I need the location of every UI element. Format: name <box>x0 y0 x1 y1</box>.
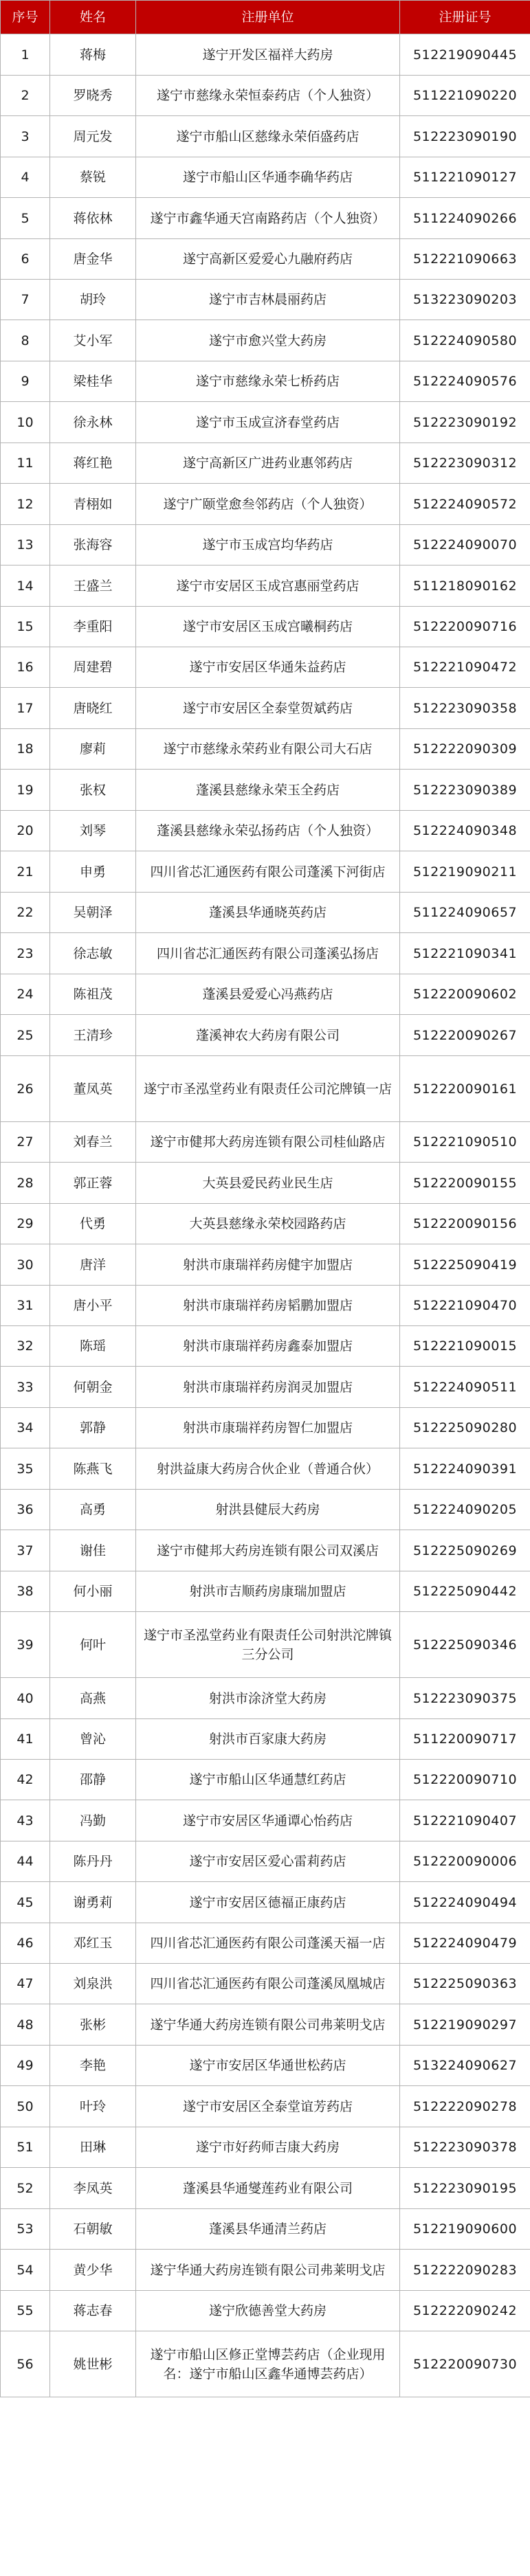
cell-name: 谢佳 <box>50 1530 136 1571</box>
cell-serial-number: 9 <box>1 361 50 402</box>
cell-registration-number: 511221090127 <box>400 157 530 198</box>
cell-registered-unit: 四川省芯汇通医药有限公司蓬溪弘扬店 <box>136 933 400 974</box>
cell-name: 叶玲 <box>50 2086 136 2127</box>
cell-registered-unit: 遂宁市安居区华通谭心怡药店 <box>136 1800 400 1841</box>
cell-registration-number: 512224090576 <box>400 361 530 402</box>
table-row <box>1 1571 530 1612</box>
table-row <box>1 770 530 811</box>
cell-registered-unit: 射洪市康瑞祥药房润灵加盟店 <box>136 1367 400 1408</box>
cell-serial-number: 36 <box>1 1490 50 1530</box>
cell-name: 李凤英 <box>50 2168 136 2209</box>
cell-name: 刘琴 <box>50 811 136 851</box>
cell-name: 廖莉 <box>50 729 136 770</box>
cell-registration-number: 512220090155 <box>400 1163 530 1204</box>
cell-name: 郭静 <box>50 1408 136 1448</box>
table-row <box>1 76 530 116</box>
table-row <box>1 1923 530 1964</box>
cell-serial-number: 14 <box>1 565 50 607</box>
cell-registered-unit: 遂宁市慈缘永荣恒泰药店（个人独资） <box>136 76 400 116</box>
table-header <box>1 1 530 34</box>
cell-name: 张权 <box>50 770 136 811</box>
cell-name: 高勇 <box>50 1490 136 1530</box>
cell-name: 王清珍 <box>50 1015 136 1056</box>
cell-name: 黄少华 <box>50 2250 136 2291</box>
header-serial-number: 序号 <box>1 1 50 34</box>
table-row <box>1 443 530 484</box>
cell-registration-number: 512224090580 <box>400 320 530 361</box>
cell-serial-number: 41 <box>1 1719 50 1760</box>
cell-name: 周建碧 <box>50 647 136 688</box>
table-row <box>1 1530 530 1571</box>
cell-registration-number: 512219090297 <box>400 2004 530 2046</box>
cell-registered-unit: 遂宁市安居区全泰堂谊芳药店 <box>136 2086 400 2127</box>
cell-registration-number: 512220090710 <box>400 1760 530 1800</box>
table-row <box>1 1678 530 1719</box>
cell-serial-number: 26 <box>1 1056 50 1122</box>
cell-registered-unit: 蓬溪县华通清兰药店 <box>136 2209 400 2250</box>
table-row <box>1 893 530 933</box>
table-row <box>1 1612 530 1678</box>
table-row <box>1 525 530 565</box>
cell-serial-number: 18 <box>1 729 50 770</box>
cell-registered-unit: 遂宁市安居区德福正康药店 <box>136 1882 400 1923</box>
cell-name: 蒋志春 <box>50 2291 136 2331</box>
cell-registered-unit: 遂宁市慈缘永荣七桥药店 <box>136 361 400 402</box>
cell-registration-number: 512223090375 <box>400 1678 530 1719</box>
cell-registration-number: 512220090716 <box>400 607 530 647</box>
cell-name: 唐小平 <box>50 1286 136 1326</box>
cell-registration-number: 511220090717 <box>400 1719 530 1760</box>
cell-serial-number: 48 <box>1 2004 50 2046</box>
cell-registration-number: 512221090015 <box>400 1326 530 1367</box>
cell-name: 青栩如 <box>50 484 136 525</box>
cell-registered-unit: 遂宁市安居区玉成宫惠丽堂药店 <box>136 565 400 607</box>
cell-serial-number: 44 <box>1 1841 50 1882</box>
cell-serial-number: 31 <box>1 1286 50 1326</box>
cell-registration-number: 512225090269 <box>400 1530 530 1571</box>
cell-serial-number: 17 <box>1 688 50 729</box>
cell-name: 石朝敏 <box>50 2209 136 2250</box>
cell-name: 何叶 <box>50 1612 136 1678</box>
cell-registration-number: 512222090278 <box>400 2086 530 2127</box>
cell-registered-unit: 遂宁市船山区慈缘永荣佰盛药店 <box>136 116 400 157</box>
cell-registered-unit: 遂宁市船山区修正堂博芸药店（企业现用名：遂宁市船山区鑫华通博芸药店） <box>136 2331 400 2397</box>
cell-registration-number: 512224090070 <box>400 525 530 565</box>
cell-serial-number: 43 <box>1 1800 50 1841</box>
table-row <box>1 1800 530 1841</box>
cell-registered-unit: 遂宁市安居区玉成宫曦桐药店 <box>136 607 400 647</box>
cell-serial-number: 45 <box>1 1882 50 1923</box>
cell-registration-number: 512219090211 <box>400 851 530 893</box>
table-row <box>1 239 530 280</box>
header-registered-unit: 注册单位 <box>136 1 400 34</box>
table-row <box>1 320 530 361</box>
cell-registration-number: 512224090391 <box>400 1448 530 1490</box>
cell-registered-unit: 遂宁市船山区华通李确华药店 <box>136 157 400 198</box>
cell-name: 周元发 <box>50 116 136 157</box>
cell-registered-unit: 遂宁华通大药房连锁有限公司弗莱明戈店 <box>136 2250 400 2291</box>
cell-name: 董凤英 <box>50 1056 136 1122</box>
table-row <box>1 1122 530 1163</box>
cell-registered-unit: 射洪益康大药房合伙企业（普通合伙） <box>136 1448 400 1490</box>
cell-serial-number: 30 <box>1 1244 50 1286</box>
cell-name: 陈燕飞 <box>50 1448 136 1490</box>
cell-name: 李重阳 <box>50 607 136 647</box>
cell-registration-number: 512221090341 <box>400 933 530 974</box>
cell-serial-number: 12 <box>1 484 50 525</box>
cell-serial-number: 40 <box>1 1678 50 1719</box>
cell-name: 冯勤 <box>50 1800 136 1841</box>
cell-registration-number: 512224090348 <box>400 811 530 851</box>
cell-registered-unit: 遂宁欣德善堂大药房 <box>136 2291 400 2331</box>
table-row <box>1 157 530 198</box>
cell-registration-number: 512220090156 <box>400 1204 530 1244</box>
table-row <box>1 1015 530 1056</box>
cell-registered-unit: 遂宁市愈兴堂大药房 <box>136 320 400 361</box>
table-row <box>1 2086 530 2127</box>
table-row <box>1 2046 530 2086</box>
header-name: 姓名 <box>50 1 136 34</box>
cell-registration-number: 512221090472 <box>400 647 530 688</box>
table-row <box>1 2250 530 2291</box>
cell-registration-number: 512219090600 <box>400 2209 530 2250</box>
cell-serial-number: 4 <box>1 157 50 198</box>
cell-registered-unit: 遂宁市吉林晨丽药店 <box>136 280 400 320</box>
cell-serial-number: 28 <box>1 1163 50 1204</box>
cell-name: 姚世彬 <box>50 2331 136 2397</box>
cell-registration-number: 512223090378 <box>400 2127 530 2168</box>
cell-registration-number: 512223090312 <box>400 443 530 484</box>
cell-registration-number: 512220090267 <box>400 1015 530 1056</box>
cell-name: 申勇 <box>50 851 136 893</box>
cell-registered-unit: 四川省芯汇通医药有限公司蓬溪天福一店 <box>136 1923 400 1964</box>
cell-registered-unit: 射洪市涂济堂大药房 <box>136 1678 400 1719</box>
table-row <box>1 198 530 239</box>
cell-registration-number: 512220090602 <box>400 974 530 1015</box>
cell-registration-number: 512222090242 <box>400 2291 530 2331</box>
cell-registered-unit: 射洪市康瑞祥药房韬鹏加盟店 <box>136 1286 400 1326</box>
cell-name: 曾沁 <box>50 1719 136 1760</box>
cell-name: 蒋红艳 <box>50 443 136 484</box>
cell-serial-number: 3 <box>1 116 50 157</box>
cell-serial-number: 49 <box>1 2046 50 2086</box>
table-row <box>1 811 530 851</box>
table-row <box>1 280 530 320</box>
cell-registration-number: 512222090309 <box>400 729 530 770</box>
table-body <box>1 34 530 2397</box>
cell-registration-number: 512225090346 <box>400 1612 530 1678</box>
cell-serial-number: 24 <box>1 974 50 1015</box>
cell-registered-unit: 遂宁广颐堂愈叁邻药店（个人独资） <box>136 484 400 525</box>
cell-serial-number: 25 <box>1 1015 50 1056</box>
table-row <box>1 851 530 893</box>
cell-registration-number: 512224090205 <box>400 1490 530 1530</box>
cell-name: 张彬 <box>50 2004 136 2046</box>
cell-registered-unit: 遂宁市健邦大药房连锁有限公司桂仙路店 <box>136 1122 400 1163</box>
table-row <box>1 1163 530 1204</box>
table-row <box>1 2209 530 2250</box>
table-row <box>1 402 530 443</box>
cell-registered-unit: 遂宁高新区广进药业惠邻药店 <box>136 443 400 484</box>
cell-registration-number: 512219090445 <box>400 34 530 76</box>
cell-serial-number: 23 <box>1 933 50 974</box>
cell-serial-number: 7 <box>1 280 50 320</box>
cell-serial-number: 32 <box>1 1326 50 1367</box>
cell-serial-number: 21 <box>1 851 50 893</box>
cell-name: 吴朝泽 <box>50 893 136 933</box>
cell-registered-unit: 蓬溪县华通晓英药店 <box>136 893 400 933</box>
cell-name: 高燕 <box>50 1678 136 1719</box>
cell-name: 代勇 <box>50 1204 136 1244</box>
cell-name: 邵静 <box>50 1760 136 1800</box>
cell-serial-number: 56 <box>1 2331 50 2397</box>
cell-registration-number: 512223090389 <box>400 770 530 811</box>
cell-registered-unit: 大英县爱民药业民生店 <box>136 1163 400 1204</box>
cell-registration-number: 512220090006 <box>400 1841 530 1882</box>
cell-name: 罗晓秀 <box>50 76 136 116</box>
cell-serial-number: 52 <box>1 2168 50 2209</box>
cell-serial-number: 53 <box>1 2209 50 2250</box>
table-row <box>1 1882 530 1923</box>
table-row <box>1 1286 530 1326</box>
table-row <box>1 2127 530 2168</box>
cell-name: 陈瑶 <box>50 1326 136 1367</box>
cell-serial-number: 42 <box>1 1760 50 1800</box>
cell-name: 蔡锐 <box>50 157 136 198</box>
cell-registered-unit: 蓬溪县慈缘永荣玉全药店 <box>136 770 400 811</box>
cell-registration-number: 513223090203 <box>400 280 530 320</box>
cell-registered-unit: 遂宁市安居区爱心雷莉药店 <box>136 1841 400 1882</box>
header-registration-number: 注册证号 <box>400 1 530 34</box>
table-row <box>1 1244 530 1286</box>
cell-registered-unit: 蓬溪县爱爱心冯燕药店 <box>136 974 400 1015</box>
cell-serial-number: 29 <box>1 1204 50 1244</box>
table-row <box>1 1367 530 1408</box>
table-row <box>1 565 530 607</box>
cell-registered-unit: 遂宁市鑫华通天宫南路药店（个人独资） <box>136 198 400 239</box>
cell-registration-number: 512224090511 <box>400 1367 530 1408</box>
cell-registered-unit: 遂宁市安居区全泰堂贺斌药店 <box>136 688 400 729</box>
cell-serial-number: 19 <box>1 770 50 811</box>
cell-serial-number: 2 <box>1 76 50 116</box>
cell-registration-number: 512223090192 <box>400 402 530 443</box>
cell-serial-number: 16 <box>1 647 50 688</box>
cell-registration-number: 511218090162 <box>400 565 530 607</box>
cell-registration-number: 512223090190 <box>400 116 530 157</box>
table-row <box>1 1448 530 1490</box>
cell-serial-number: 5 <box>1 198 50 239</box>
cell-name: 陈丹丹 <box>50 1841 136 1882</box>
cell-serial-number: 8 <box>1 320 50 361</box>
table-row <box>1 1841 530 1882</box>
cell-serial-number: 51 <box>1 2127 50 2168</box>
cell-registered-unit: 遂宁开发区福祥大药房 <box>136 34 400 76</box>
cell-registered-unit: 遂宁市船山区华通慧红药店 <box>136 1760 400 1800</box>
cell-registered-unit: 遂宁市好药师吉康大药房 <box>136 2127 400 2168</box>
cell-name: 徐志敏 <box>50 933 136 974</box>
cell-name: 刘泉洪 <box>50 1964 136 2004</box>
cell-registration-number: 513224090627 <box>400 2046 530 2086</box>
cell-registered-unit: 遂宁市慈缘永荣药业有限公司大石店 <box>136 729 400 770</box>
cell-serial-number: 22 <box>1 893 50 933</box>
cell-serial-number: 37 <box>1 1530 50 1571</box>
cell-serial-number: 6 <box>1 239 50 280</box>
cell-name: 唐洋 <box>50 1244 136 1286</box>
cell-registration-number: 512220090161 <box>400 1056 530 1122</box>
cell-registration-number: 512225090280 <box>400 1408 530 1448</box>
cell-registered-unit: 四川省芯汇通医药有限公司蓬溪下河街店 <box>136 851 400 893</box>
table-row <box>1 2331 530 2397</box>
cell-name: 刘春兰 <box>50 1122 136 1163</box>
cell-registration-number: 512222090283 <box>400 2250 530 2291</box>
cell-registration-number: 512220090730 <box>400 2331 530 2397</box>
cell-registration-number: 511221090220 <box>400 76 530 116</box>
cell-name: 李艳 <box>50 2046 136 2086</box>
cell-serial-number: 50 <box>1 2086 50 2127</box>
cell-registered-unit: 四川省芯汇通医药有限公司蓬溪凤凰城店 <box>136 1964 400 2004</box>
table-row <box>1 647 530 688</box>
cell-registered-unit: 大英县慈缘永荣校园路药店 <box>136 1204 400 1244</box>
table-row <box>1 484 530 525</box>
table-row <box>1 1719 530 1760</box>
cell-registered-unit: 射洪市康瑞祥药房健宇加盟店 <box>136 1244 400 1286</box>
table-row <box>1 933 530 974</box>
table-row <box>1 1964 530 2004</box>
cell-name: 蒋依林 <box>50 198 136 239</box>
table-row <box>1 607 530 647</box>
table-row <box>1 1056 530 1122</box>
cell-name: 梁桂华 <box>50 361 136 402</box>
table-row <box>1 688 530 729</box>
cell-registered-unit: 射洪市康瑞祥药房智仁加盟店 <box>136 1408 400 1448</box>
table-row <box>1 361 530 402</box>
cell-registered-unit: 蓬溪县慈缘永荣弘扬药店（个人独资） <box>136 811 400 851</box>
cell-registered-unit: 射洪县健辰大药房 <box>136 1490 400 1530</box>
cell-registered-unit: 遂宁市安居区华通世松药店 <box>136 2046 400 2086</box>
cell-name: 何小丽 <box>50 1571 136 1612</box>
table-row <box>1 729 530 770</box>
cell-name: 艾小军 <box>50 320 136 361</box>
cell-registration-number: 512224090572 <box>400 484 530 525</box>
cell-registration-number: 512224090479 <box>400 1923 530 1964</box>
cell-serial-number: 55 <box>1 2291 50 2331</box>
cell-registered-unit: 遂宁市玉成宣济春堂药店 <box>136 402 400 443</box>
cell-serial-number: 27 <box>1 1122 50 1163</box>
table-row <box>1 974 530 1015</box>
table-row <box>1 2291 530 2331</box>
cell-registration-number: 512221090407 <box>400 1800 530 1841</box>
cell-name: 陈祖茂 <box>50 974 136 1015</box>
cell-registered-unit: 蓬溪神农大药房有限公司 <box>136 1015 400 1056</box>
cell-registration-number: 512224090494 <box>400 1882 530 1923</box>
header-row <box>1 1 530 34</box>
cell-serial-number: 15 <box>1 607 50 647</box>
cell-name: 徐永林 <box>50 402 136 443</box>
cell-registration-number: 511224090657 <box>400 893 530 933</box>
cell-serial-number: 54 <box>1 2250 50 2291</box>
cell-name: 郭正蓉 <box>50 1163 136 1204</box>
table-row <box>1 116 530 157</box>
cell-serial-number: 10 <box>1 402 50 443</box>
cell-registration-number: 512223090358 <box>400 688 530 729</box>
cell-name: 蒋梅 <box>50 34 136 76</box>
cell-registration-number: 512223090195 <box>400 2168 530 2209</box>
cell-name: 田琳 <box>50 2127 136 2168</box>
cell-registered-unit: 遂宁高新区爱爱心九融府药店 <box>136 239 400 280</box>
cell-serial-number: 20 <box>1 811 50 851</box>
cell-registration-number: 512225090419 <box>400 1244 530 1286</box>
table-row <box>1 1408 530 1448</box>
cell-name: 谢勇莉 <box>50 1882 136 1923</box>
cell-registered-unit: 射洪市百家康大药房 <box>136 1719 400 1760</box>
cell-registration-number: 512221090510 <box>400 1122 530 1163</box>
table-row <box>1 2168 530 2209</box>
cell-name: 邓红玉 <box>50 1923 136 1964</box>
cell-registered-unit: 遂宁市圣泓堂药业有限责任公司射洪沱牌镇三分公司 <box>136 1612 400 1678</box>
table-row <box>1 1326 530 1367</box>
cell-serial-number: 11 <box>1 443 50 484</box>
cell-name: 张海容 <box>50 525 136 565</box>
cell-serial-number: 38 <box>1 1571 50 1612</box>
table-row <box>1 2004 530 2046</box>
cell-name: 何朝金 <box>50 1367 136 1408</box>
cell-registered-unit: 遂宁市圣泓堂药业有限责任公司沱牌镇一店 <box>136 1056 400 1122</box>
cell-serial-number: 47 <box>1 1964 50 2004</box>
cell-name: 唐金华 <box>50 239 136 280</box>
cell-name: 胡玲 <box>50 280 136 320</box>
cell-registered-unit: 射洪市吉顺药房康瑞加盟店 <box>136 1571 400 1612</box>
cell-serial-number: 35 <box>1 1448 50 1490</box>
cell-registration-number: 511224090266 <box>400 198 530 239</box>
cell-serial-number: 46 <box>1 1923 50 1964</box>
table-row <box>1 1490 530 1530</box>
cell-serial-number: 1 <box>1 34 50 76</box>
cell-registered-unit: 蓬溪县华通燮莲药业有限公司 <box>136 2168 400 2209</box>
cell-registered-unit: 射洪市康瑞祥药房鑫泰加盟店 <box>136 1326 400 1367</box>
table-row <box>1 1760 530 1800</box>
cell-name: 唐晓红 <box>50 688 136 729</box>
cell-registration-number: 512225090363 <box>400 1964 530 2004</box>
cell-registration-number: 512221090470 <box>400 1286 530 1326</box>
cell-registered-unit: 遂宁市安居区华通朱益药店 <box>136 647 400 688</box>
cell-registered-unit: 遂宁市健邦大药房连锁有限公司双溪店 <box>136 1530 400 1571</box>
cell-registered-unit: 遂宁市玉成宫均华药店 <box>136 525 400 565</box>
cell-registration-number: 512221090663 <box>400 239 530 280</box>
cell-serial-number: 39 <box>1 1612 50 1678</box>
table-row <box>1 1204 530 1244</box>
cell-name: 王盛兰 <box>50 565 136 607</box>
cell-serial-number: 33 <box>1 1367 50 1408</box>
cell-registered-unit: 遂宁华通大药房连锁有限公司弗莱明戈店 <box>136 2004 400 2046</box>
table-row <box>1 34 530 76</box>
cell-serial-number: 34 <box>1 1408 50 1448</box>
cell-registration-number: 512225090442 <box>400 1571 530 1612</box>
cell-serial-number: 13 <box>1 525 50 565</box>
